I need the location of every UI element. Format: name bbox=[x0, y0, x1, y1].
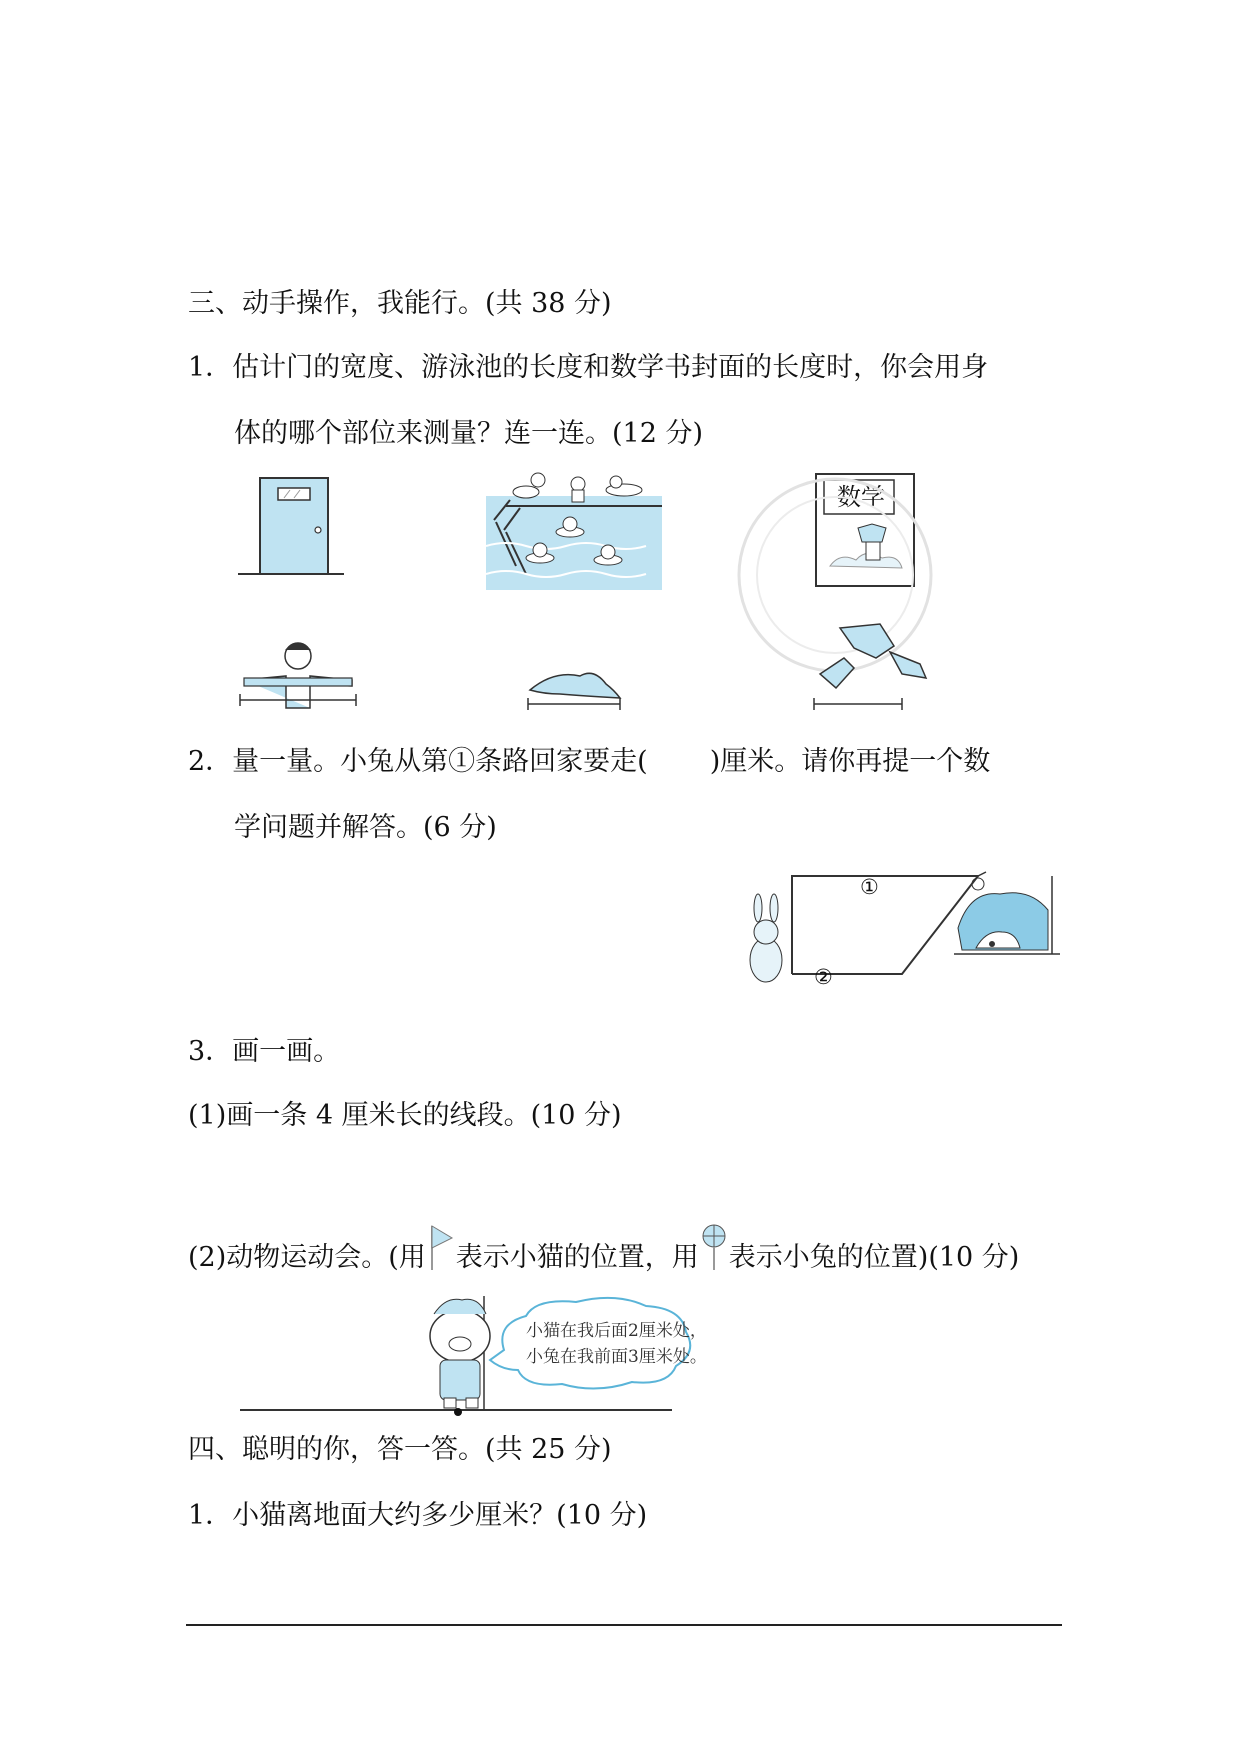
door-illustration bbox=[236, 472, 346, 582]
bubble-line1: 小猫在我后面2厘米处， bbox=[526, 1321, 707, 1341]
q3-part2-a: (2)动物运动会。(用 bbox=[188, 1242, 426, 1273]
path2-label: ② bbox=[814, 965, 833, 989]
book-cover-title: 数学 bbox=[837, 483, 885, 511]
q1-line1: 1．估计门的宽度、游泳池的长度和数学书封面的长度时，你会用身 bbox=[188, 352, 989, 383]
q2-line2: 学问题并解答。(6 分) bbox=[234, 812, 497, 843]
stride-illustration bbox=[810, 618, 940, 718]
section4-q1: 1．小猫离地面大约多少厘米？(10 分) bbox=[188, 1500, 648, 1531]
bubble-line2: 小兔在我前面3厘米处。 bbox=[526, 1347, 707, 1367]
q3-title: 3．画一画。 bbox=[188, 1036, 341, 1067]
q2-line1-post: )厘米。请你再提一个数 bbox=[709, 746, 991, 777]
q3-part2-b: 表示小猫的位置，用 bbox=[455, 1242, 699, 1273]
path1-label: ① bbox=[860, 875, 879, 899]
q3-part1: (1)画一条 4 厘米长的线段。(10 分) bbox=[188, 1100, 622, 1131]
flag-icon bbox=[426, 1236, 456, 1272]
q3-part2 bbox=[188, 1236, 1019, 1276]
q2-line1-pre: 2．量一量。小兔从第①条路回家要走( bbox=[188, 746, 648, 777]
section3-heading: 三、动手操作，我能行。(共 38 分) bbox=[188, 288, 612, 319]
footer-divider bbox=[186, 1624, 1062, 1626]
pinwheel-icon bbox=[699, 1236, 729, 1272]
hand-span-illustration bbox=[524, 660, 624, 716]
section4-heading: 四、聪明的你，答一答。(共 25 分) bbox=[188, 1434, 612, 1465]
q3-part2-c: 表示小兔的位置)(10 分) bbox=[728, 1242, 1020, 1273]
rabbit-path-diagram bbox=[730, 870, 1062, 1010]
q1-line2: 体的哪个部位来测量？连一连。(12 分) bbox=[234, 418, 704, 449]
swimming-pool-illustration bbox=[486, 466, 662, 590]
pig-speech-illustration bbox=[236, 1290, 776, 1420]
arm-span-illustration bbox=[236, 636, 360, 716]
q2-line1 bbox=[188, 744, 990, 780]
